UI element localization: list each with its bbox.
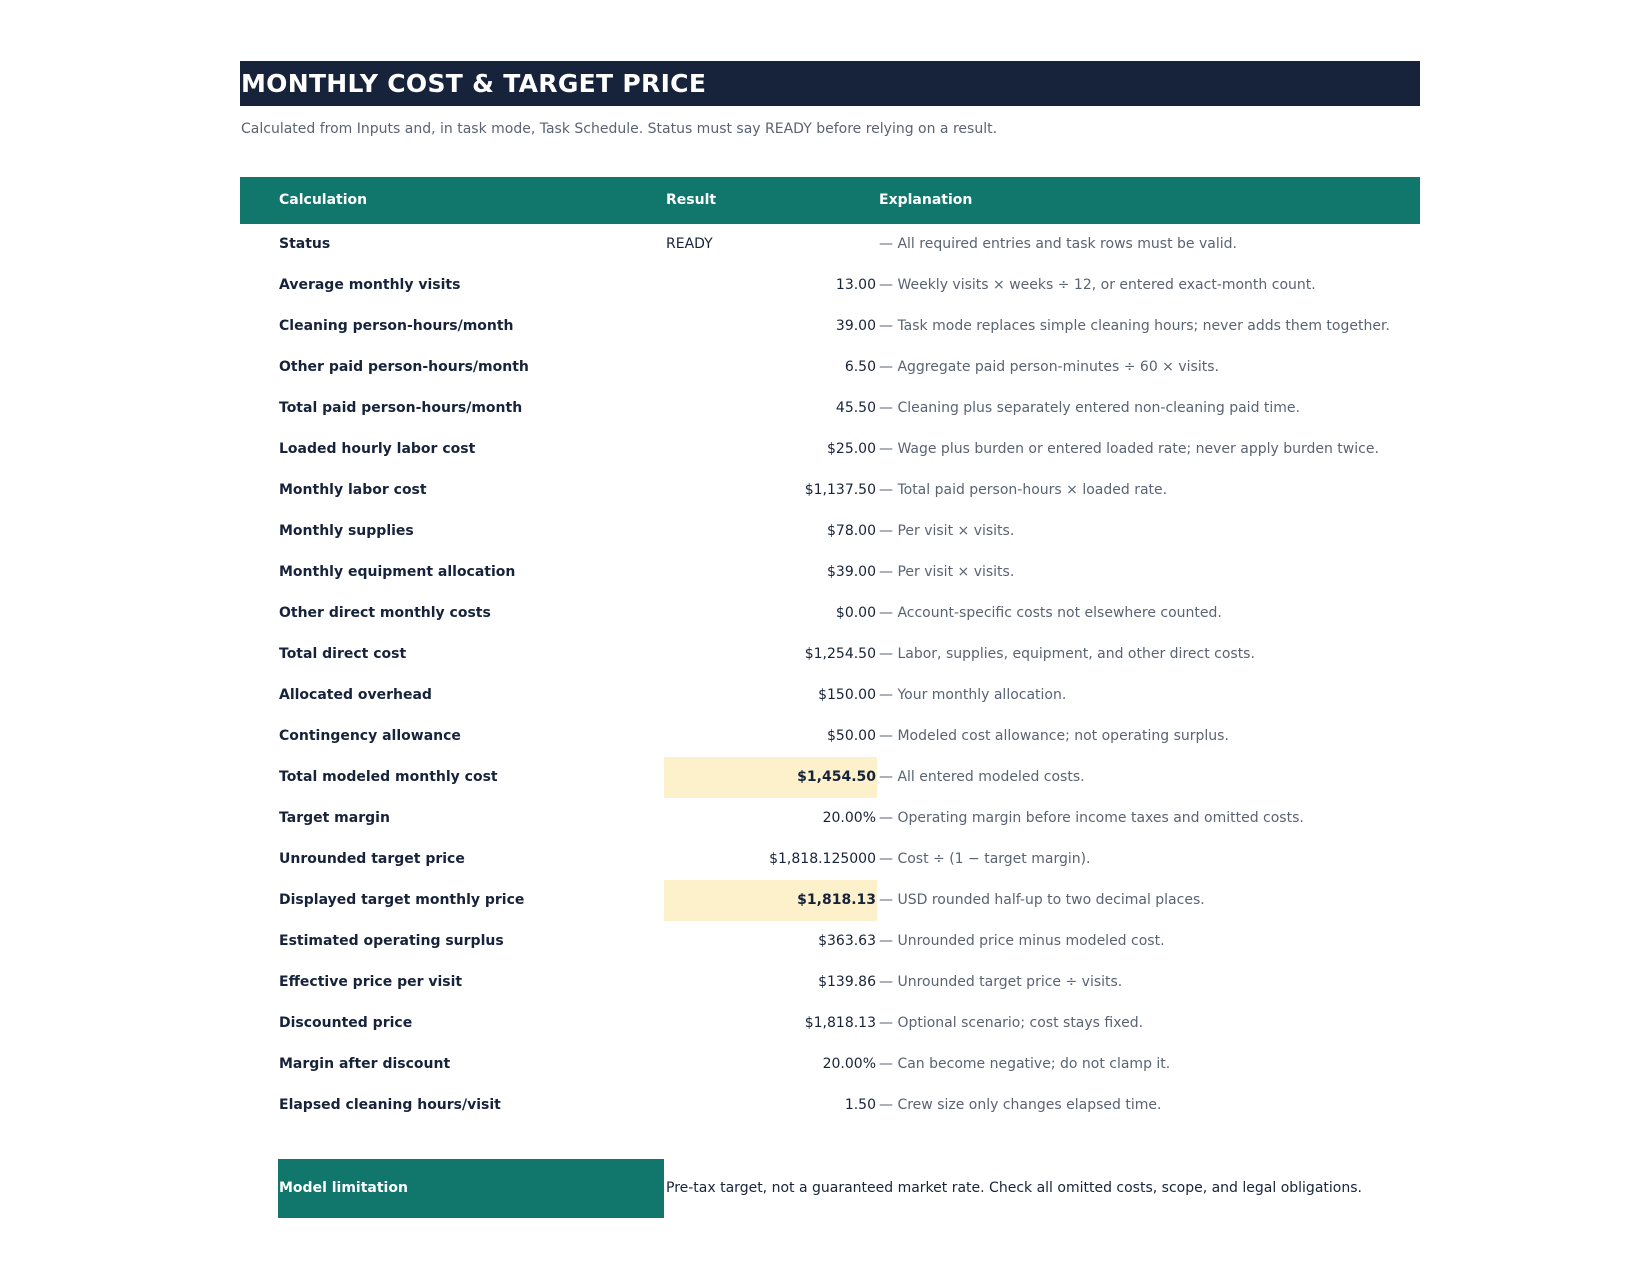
row-result: $363.63 [818,933,876,949]
table-row [240,1044,1420,1085]
row-explanation: — Cleaning plus separately entered non-cleaning paid time. [879,400,1300,416]
column-header-result: Result [666,192,717,208]
row-explanation: — All required entries and task rows must be valid. [879,236,1237,252]
table-row [240,757,1420,798]
row-explanation: — Unrounded price minus modeled cost. [879,933,1165,949]
table-row [240,347,1420,388]
row-explanation: — Wage plus burden or entered loaded rate; never apply burden twice. [879,441,1379,457]
row-label: Unrounded target price [279,851,465,867]
table-row [240,1003,1420,1044]
row-label: Margin after discount [279,1056,451,1072]
row-label: Monthly equipment allocation [279,564,516,580]
table-row [240,880,1420,921]
row-label: Monthly supplies [279,523,414,539]
table-row [240,921,1420,962]
table-row [240,1085,1420,1126]
row-label: Status [279,236,331,252]
table-row [240,798,1420,839]
table-header [240,177,1420,224]
table-row [240,716,1420,757]
row-label: Loaded hourly labor cost [279,441,476,457]
row-result: $25.00 [827,441,876,457]
table-row [240,388,1420,429]
row-label: Cleaning person-hours/month [279,318,514,334]
table-row [240,265,1420,306]
row-explanation: — Operating margin before income taxes and omitted costs. [879,810,1304,826]
row-explanation: — Aggregate paid person-minutes ÷ 60 × visits. [879,359,1219,375]
row-label: Total modeled monthly cost [279,769,498,785]
row-label: Monthly labor cost [279,482,427,498]
row-result-highlighted: $1,454.50 [664,757,877,798]
row-label: Allocated overhead [279,687,432,703]
table-row [240,675,1420,716]
row-result: 39.00 [835,318,876,334]
row-label: Contingency allowance [279,728,461,744]
table-row [240,511,1420,552]
row-explanation: — Per visit × visits. [879,564,1015,580]
row-explanation: — Optional scenario; cost stays fixed. [879,1015,1144,1031]
row-result-highlighted: $1,818.13 [664,880,877,921]
row-explanation: — Modeled cost allowance; not operating surplus. [879,728,1229,744]
row-explanation: — Task mode replaces simple cleaning hours; never adds them together. [879,318,1390,334]
row-result: $78.00 [827,523,876,539]
row-result: $39.00 [827,564,876,580]
column-header-calculation: Calculation [279,192,368,208]
table-row [240,224,1420,265]
row-explanation: — Labor, supplies, equipment, and other direct costs. [879,646,1255,662]
table-row [240,429,1420,470]
row-explanation: — All entered modeled costs. [879,769,1085,785]
model-limitation-text: Pre-tax target, not a guaranteed market rate. Check all omitted costs, scope, and legal obligations. [666,1180,1362,1196]
page-subtitle: Calculated from Inputs and, in task mode, Task Schedule. Status must say READY before relying on a result. [241,121,998,137]
row-explanation: — Can become negative; do not clamp it. [879,1056,1171,1072]
table-row [240,962,1420,1003]
row-explanation: — Account-specific costs not elsewhere counted. [879,605,1222,621]
row-result: $1,818.13 [804,1015,876,1031]
row-explanation: — Weekly visits × weeks ÷ 12, or entered exact-month count. [879,277,1316,293]
table-row [240,552,1420,593]
row-label: Estimated operating surplus [279,933,504,949]
row-label: Elapsed cleaning hours/visit [279,1097,501,1113]
row-label: Total paid person-hours/month [279,400,523,416]
model-limitation-label: Model limitation [279,1180,408,1196]
row-label: Effective price per visit [279,974,463,990]
row-result: 6.50 [844,359,876,375]
row-label: Average monthly visits [279,277,461,293]
row-label: Target margin [279,810,390,826]
row-result: READY [666,236,713,252]
row-result: 1.50 [844,1097,876,1113]
column-header-explanation: Explanation [879,192,973,208]
model-limitation-box [278,1159,664,1218]
row-result: $50.00 [827,728,876,744]
row-result: $150.00 [818,687,876,703]
table-row [240,839,1420,880]
row-explanation: — USD rounded half-up to two decimal places. [879,892,1205,908]
row-result: $0.00 [835,605,876,621]
table-row [240,634,1420,675]
table-row [240,470,1420,511]
row-label: Total direct cost [279,646,407,662]
row-result: 20.00% [822,1056,876,1072]
row-label: Displayed target monthly price [279,892,525,908]
row-result: $1,137.50 [804,482,876,498]
row-explanation: — Unrounded target price ÷ visits. [879,974,1123,990]
row-explanation: — Cost ÷ (1 − target margin). [879,851,1091,867]
row-explanation: — Crew size only changes elapsed time. [879,1097,1162,1113]
row-result: 20.00% [822,810,876,826]
title-bar [240,61,1420,106]
row-result: $139.86 [818,974,876,990]
row-label: Other direct monthly costs [279,605,491,621]
page-title: MONTHLY COST & TARGET PRICE [241,69,707,98]
row-explanation: — Your monthly allocation. [879,687,1067,703]
row-label: Discounted price [279,1015,413,1031]
row-result: 45.50 [835,400,876,416]
table-row [240,593,1420,634]
row-result: $1,818.125000 [769,851,876,867]
row-label: Other paid person-hours/month [279,359,529,375]
row-result: 13.00 [835,277,876,293]
row-explanation: — Per visit × visits. [879,523,1015,539]
row-result: $1,254.50 [804,646,876,662]
row-explanation: — Total paid person-hours × loaded rate. [879,482,1168,498]
table-row [240,306,1420,347]
